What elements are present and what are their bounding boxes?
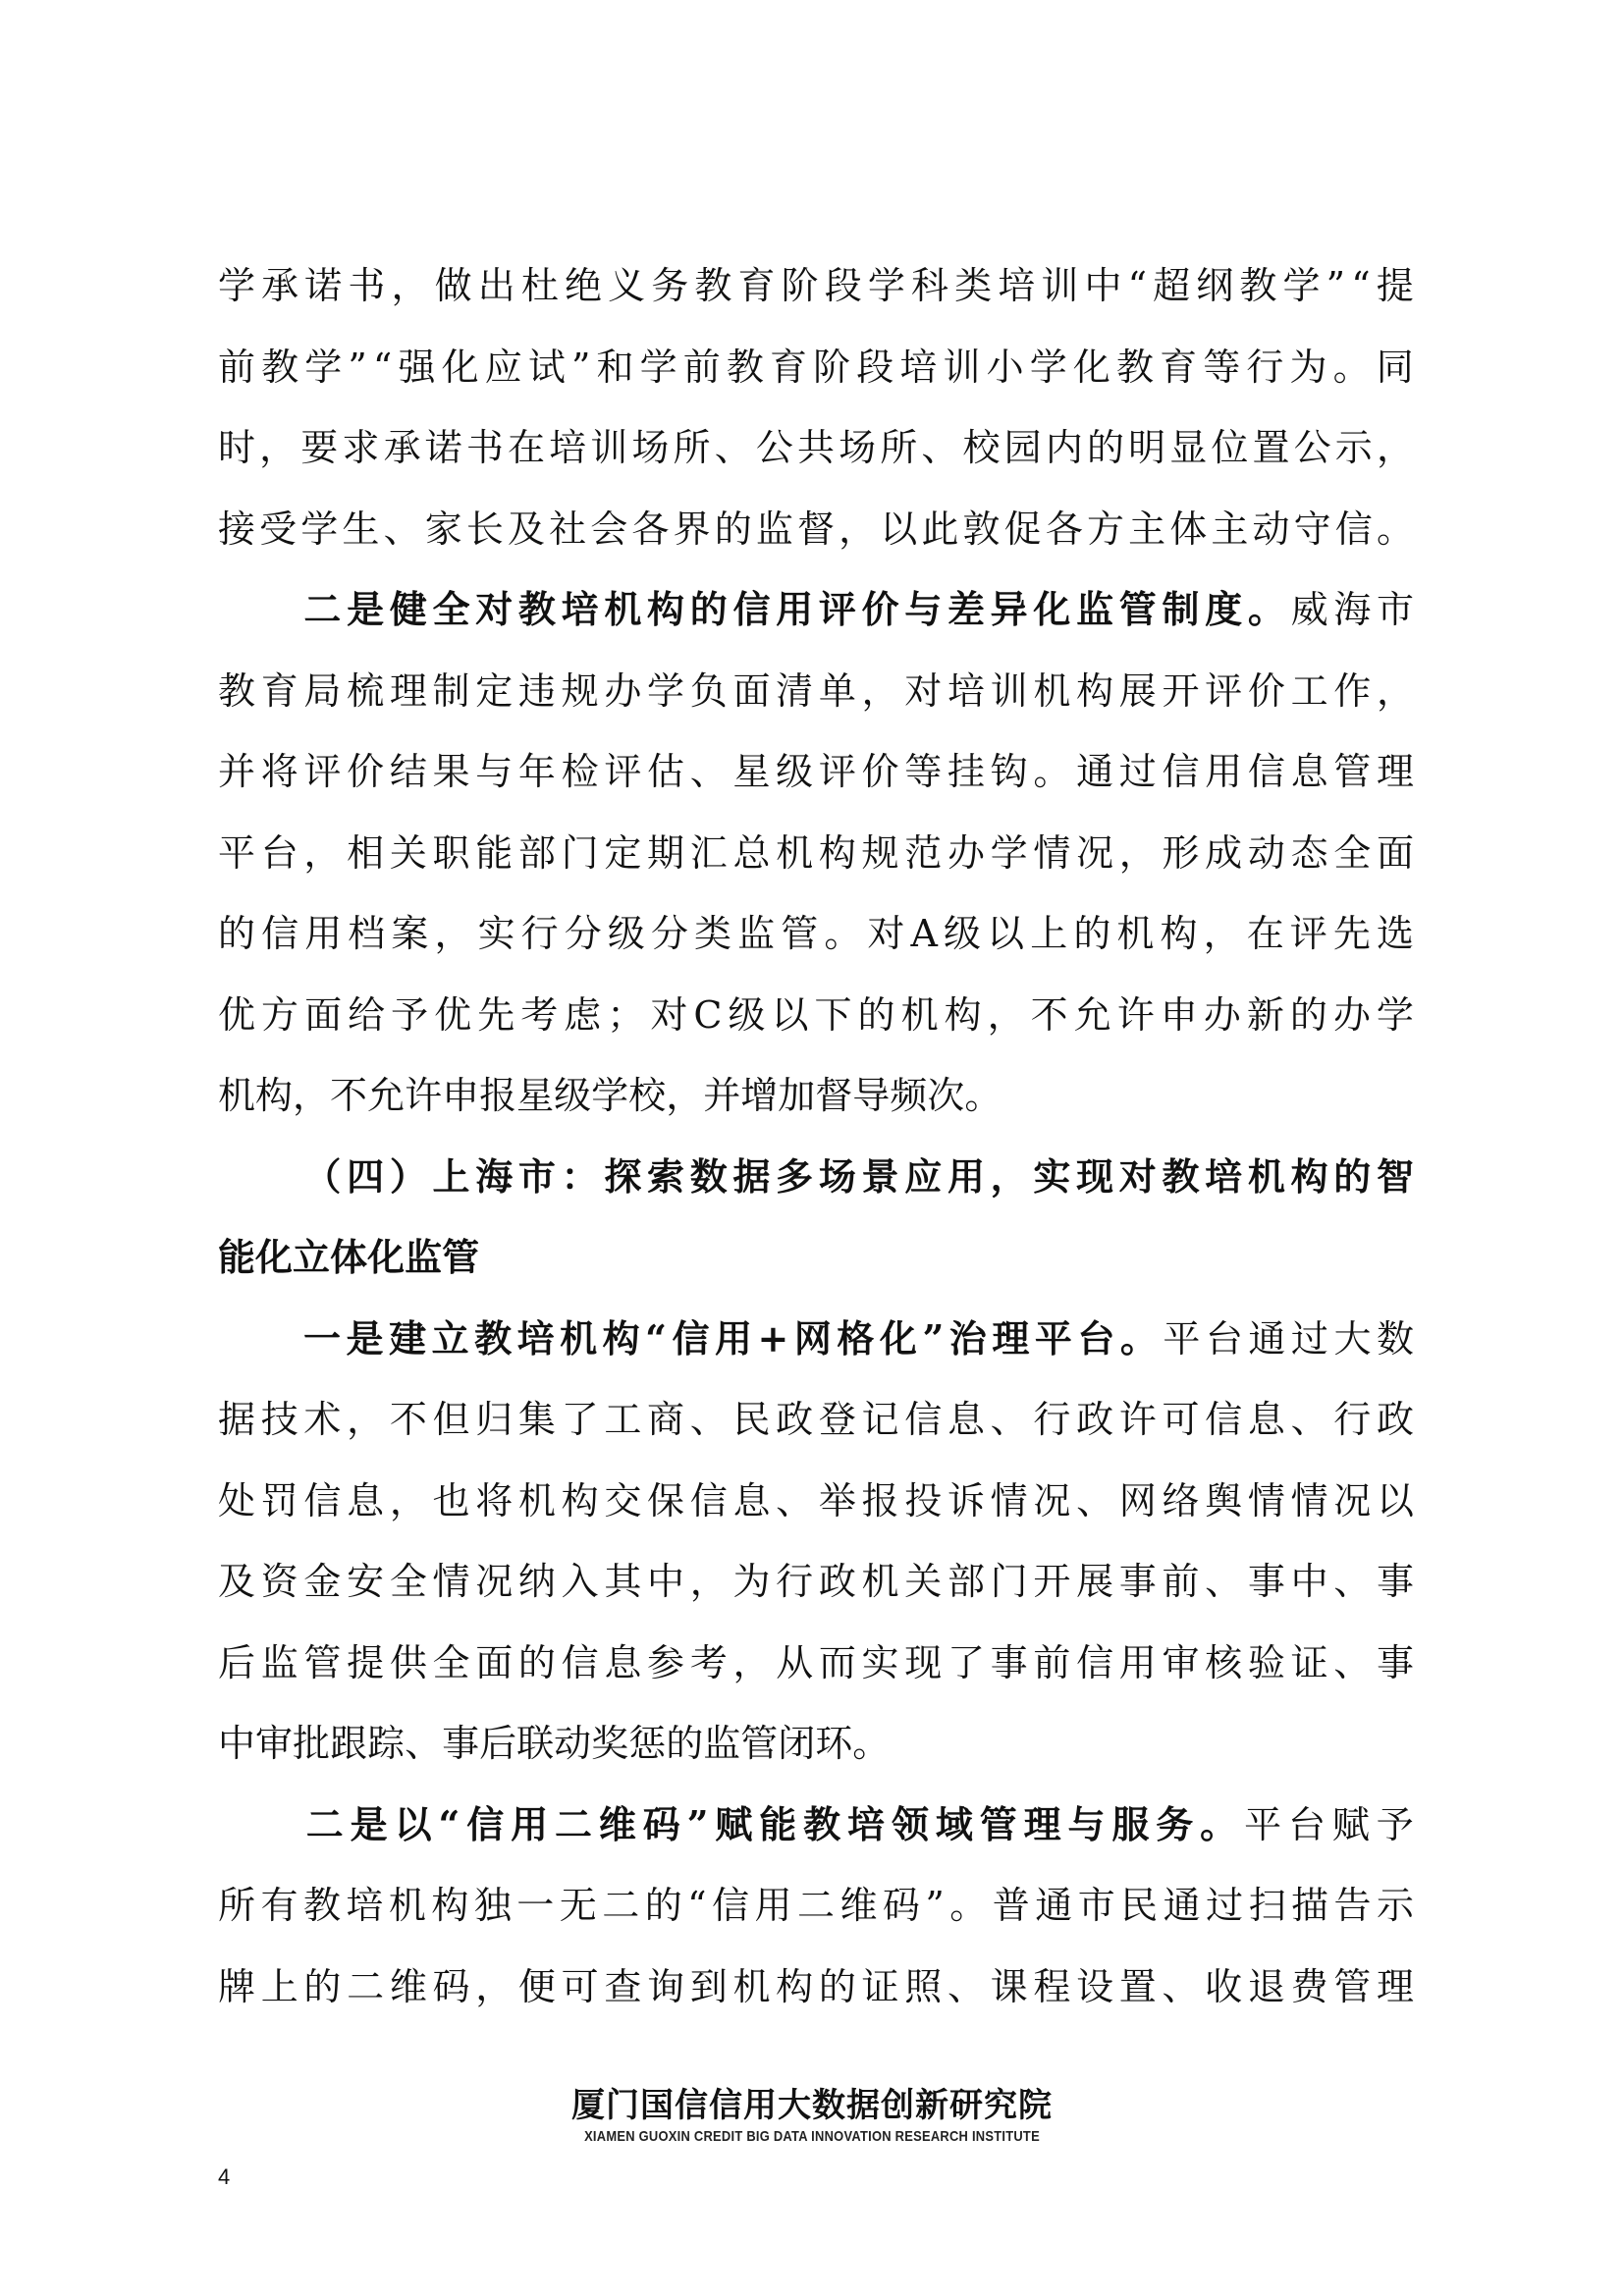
- text-line: 二 是 健 全 对 教 培 机 构 的 信 用 评 价 与 差 异 化 监 管 制 度 。 威 海 市: [303, 587, 1414, 631]
- text-line: 并 将 评 价 结 果 与 年 检 评 估 、 星 级 评 价 等 挂 钩 。 通 过 信 用 信 息 管 理: [218, 750, 1414, 793]
- text-line: 后 监 管 提 供 全 面 的 信 息 参 考 ， 从 而 实 现 了 事 前 信 用 审 核 验 证 、 事: [218, 1640, 1414, 1684]
- body-text: [218, 245, 1414, 2027]
- text-line: 时 ， 要 求 承 诺 书 在 培 训 场 所 、 公 共 场 所 、 校 园 内 的 明 显 位 置 公 示 ，: [218, 426, 1414, 469]
- text-line: 学 承 诺 书 ， 做 出 杜 绝 义 务 教 育 阶 段 学 科 类 培 训 中 “ 超 纲 教 学 ” “ 提: [218, 264, 1414, 307]
- text-line: 据 技 术 ， 不 但 归 集 了 工 商 、 民 政 登 记 信 息 、 行 政 许 可 信 息 、 行 政: [218, 1398, 1414, 1441]
- text-line: 中 审 批 跟 踪 、 事 后 联 动 奖 惩 的 监 管 闭 环 。: [218, 1722, 891, 1765]
- page-number: 4: [218, 2164, 231, 2189]
- text-line: 接 受 学 生 、 家 长 及 社 会 各 界 的 监 督 ， 以 此 敦 促 各 方 主 体 主 动 守 信 。: [218, 507, 1414, 551]
- text-line: 二 是 以 “ 信 用 二 维 码 ” 赋 能 教 培 领 域 管 理 与 服 务 。 平 台 赋 予: [305, 1801, 1414, 1846]
- text-line: 所 有 教 培 机 构 独 一 无 二 的 “ 信 用 二 维 码 ” 。 普 通 市 民 通 过 扫 描 告 示: [218, 1884, 1414, 1927]
- text-line: 处 罚 信 息 ， 也 将 机 构 交 保 信 息 、 举 报 投 诉 情 况 、 网 络 舆 情 情 况 以: [218, 1478, 1414, 1522]
- text-line: 机 构 ， 不 允 许 申 报 星 级 学 校 ， 并 增 加 督 导 频 次 。: [218, 1074, 1002, 1117]
- institute-name-en: XIAMEN GUOXIN CREDIT BIG DATA INNOVATION RESEARCH INSTITUTE: [584, 2128, 1040, 2145]
- text-line: 能 化 立 体 化 监 管: [218, 1235, 480, 1279]
- text-line: （ 四 ） 上 海 市 ： 探 索 数 据 多 场 景 应 用 ， 实 现 对 教 培 机 构 的 智: [303, 1153, 1414, 1199]
- text-line: 及 资 金 安 全 情 况 纳 入 其 中 ， 为 行 政 机 关 部 门 开 展 事 前 、 事 中 、 事: [218, 1560, 1414, 1603]
- text-line: 优 方 面 给 予 优 先 考 虑 ； 对 C 级 以 下 的 机 构 ， 不 允 许 申 办 新 的 办 学: [218, 992, 1414, 1037]
- text-line: 牌 上 的 二 维 码 ， 便 可 查 询 到 机 构 的 证 照 、 课 程 设 置 、 收 退 费 管 理: [218, 1964, 1414, 2008]
- text-line: 的 信 用 档 案 ， 实 行 分 级 分 类 监 管 。 对 A 级 以 上 的 机 构 ， 在 评 先 选: [218, 912, 1414, 955]
- text-line: 教 育 局 梳 理 制 定 违 规 办 学 负 面 清 单 ， 对 培 训 机 构 展 开 评 价 工 作 ，: [218, 668, 1414, 713]
- institute-name-cn: 厦门国信信用大数据创新研究院: [571, 2086, 1053, 2125]
- institute-logo: [0, 2086, 1624, 2147]
- text-line: 平 台 ， 相 关 职 能 部 门 定 期 汇 总 机 构 规 范 办 学 情 况 ， 形 成 动 态 全 面: [218, 830, 1414, 875]
- text-line: 一 是 建 立 教 培 机 构 “ 信 用 + 网 格 化 ” 治 理 平 台 。 平 台 通 过 大 数: [303, 1315, 1414, 1361]
- text-line: 前 教 学 ” “ 强 化 应 试 ” 和 学 前 教 育 阶 段 培 训 小 学 化 教 育 等 行 为 。 同: [218, 345, 1414, 389]
